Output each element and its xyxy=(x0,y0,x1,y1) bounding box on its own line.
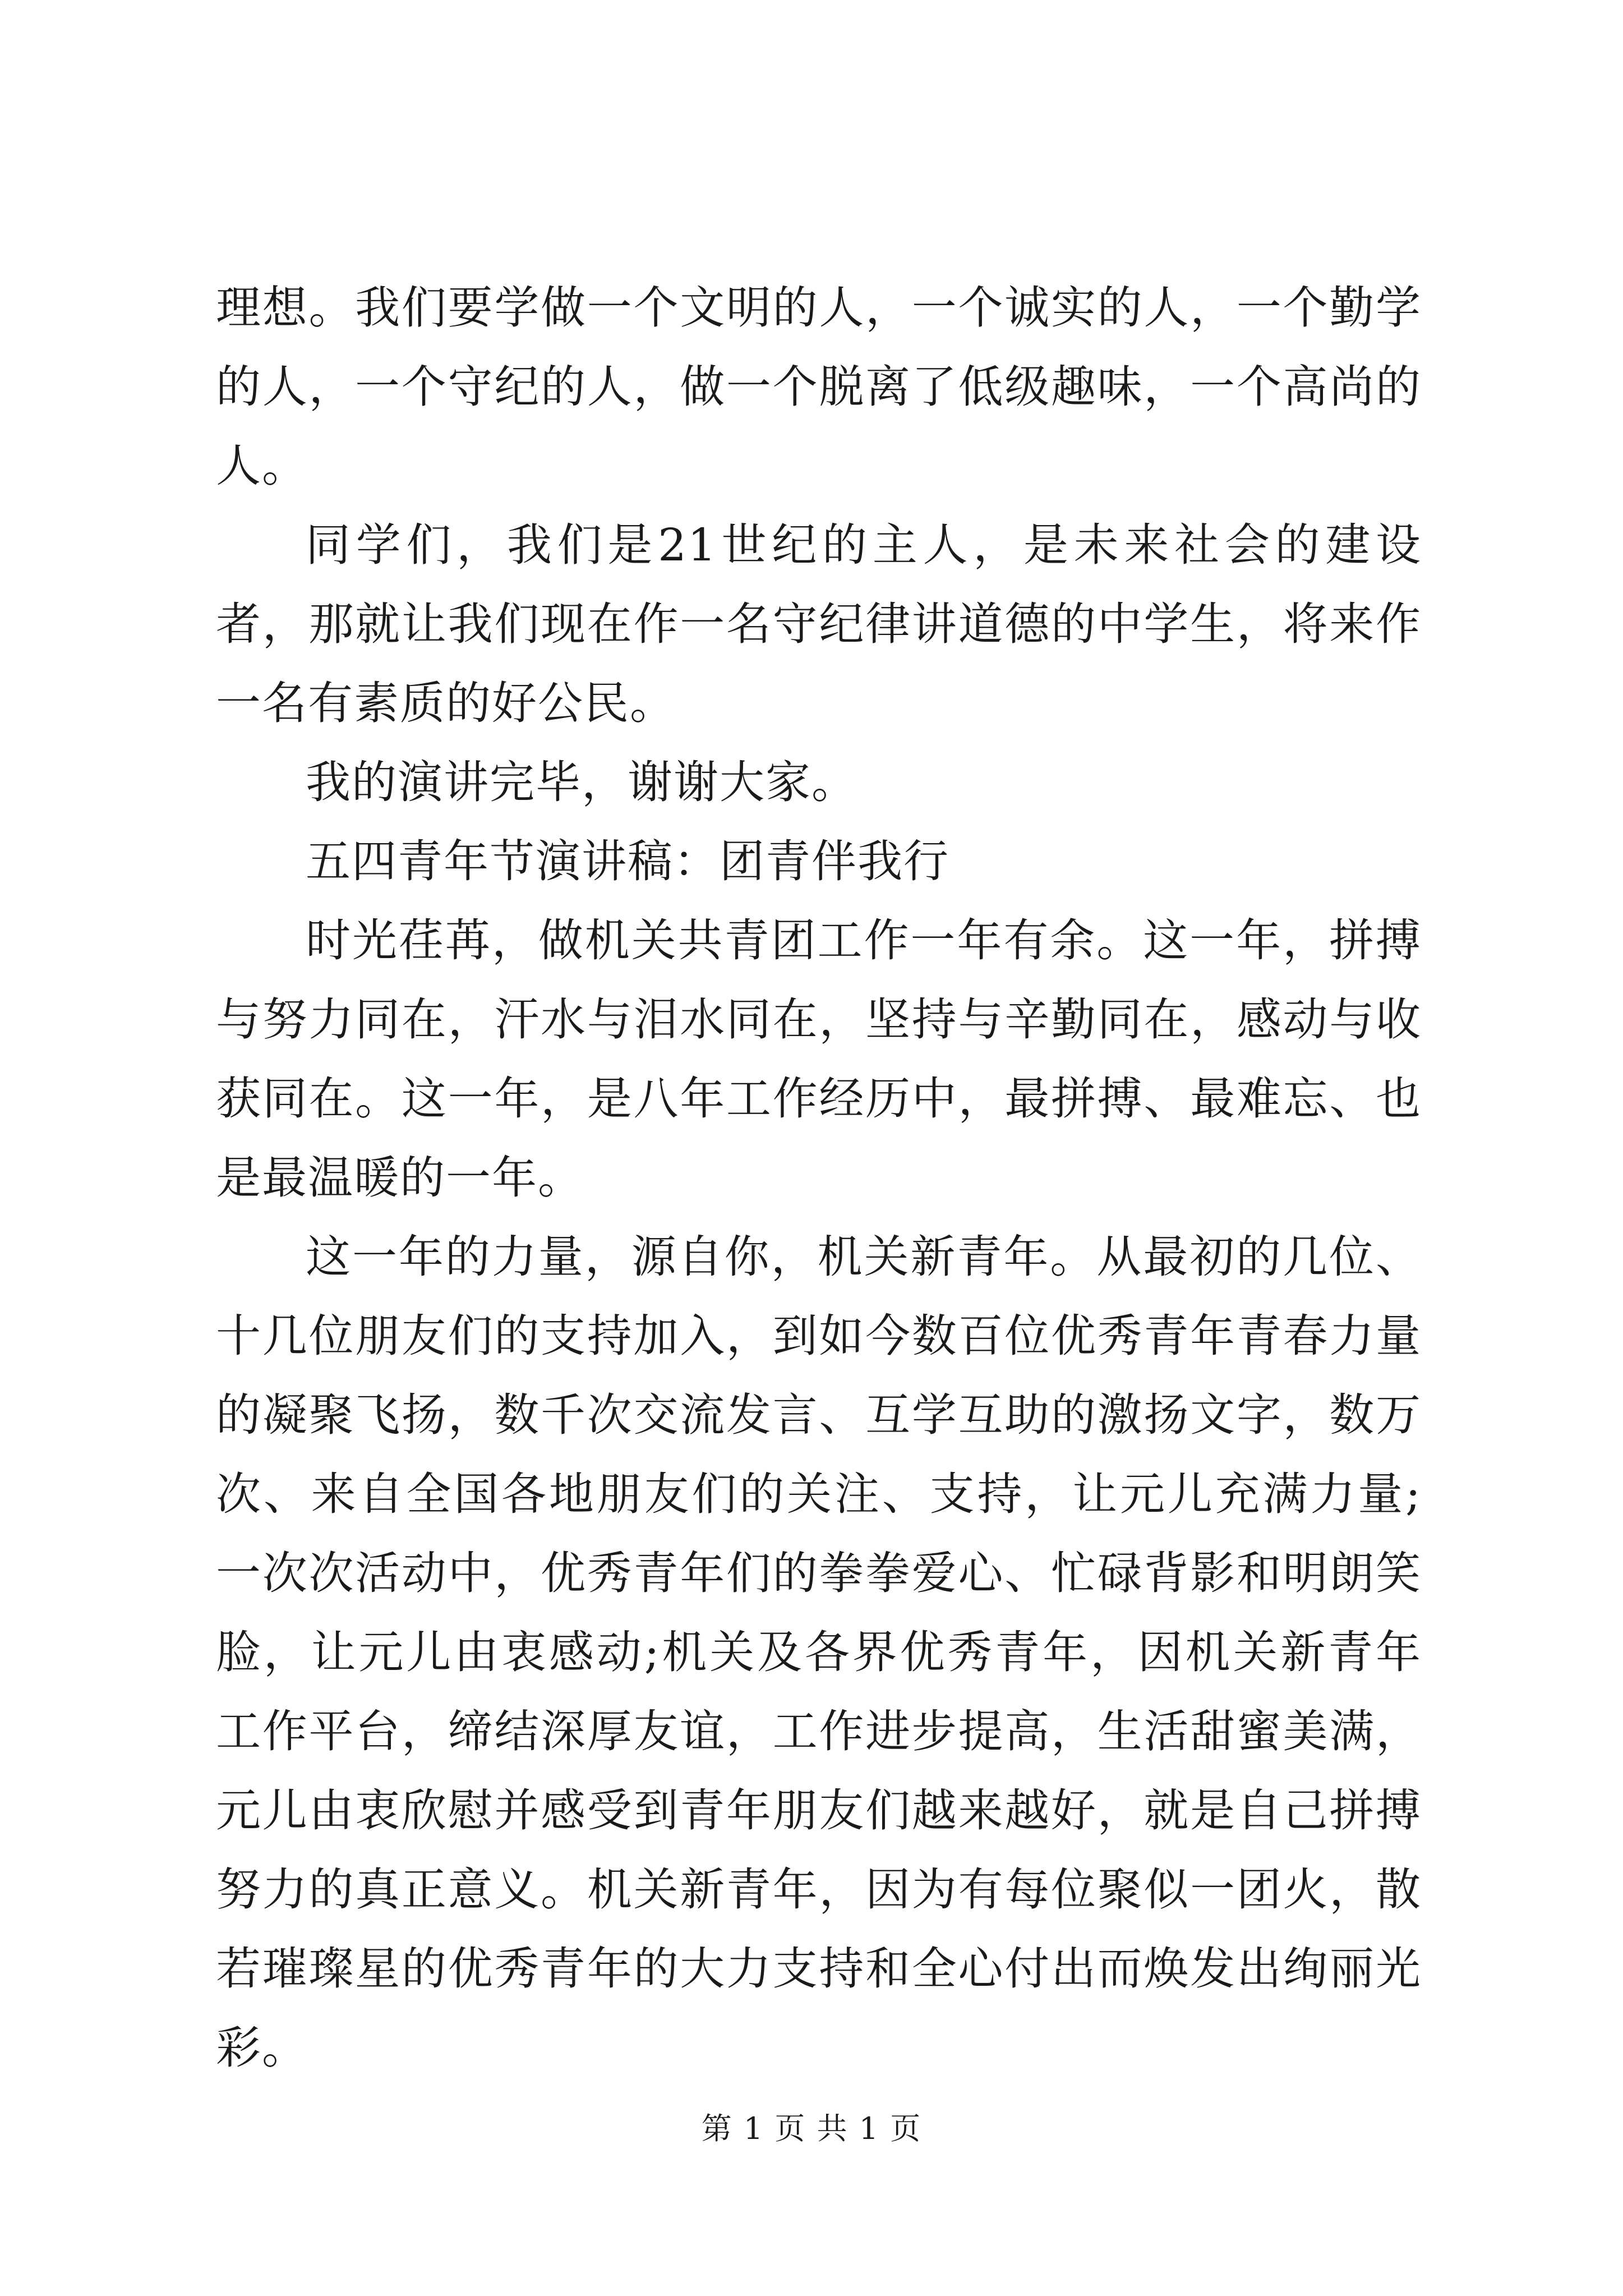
paragraph-3: 我的演讲完毕，谢谢大家。 xyxy=(306,756,857,808)
paragraph-2: 同学们，我们是21世纪的主人，是未来社会的建设者，那就让我们现在作一名守纪律讲道德的中学生，将来作一名有素质的好公民。 xyxy=(216,519,1422,729)
document-body xyxy=(216,268,1422,2087)
paragraph-5: 这一年的力量，源自你，机关新青年。从最初的几位、十几位朋友们的支持加入，到如今数百位优秀青年青春力量的凝聚飞扬，数千次交流发言、互学互助的激扬文字，数万次、来自全国各地朋友们的关注、支持，让元儿充满力量;一次次活动中，优秀青年们的拳拳爱心、忙碌背影和明朗笑脸，让元儿由衷感动;机关及各界优秀青年，因机关新青年工作平台，缔结深厚友谊，工作进步提高，生活甜蜜美满，元儿由衷欣慰并感受到青年朋友们越来越好，就是自己拼搏努力的真正意义。机关新青年，因为有每位聚似一团火，散若璀璨星的优秀青年的大力支持和全心付出而焕发出绚丽光彩。 xyxy=(216,1231,1422,2074)
paragraph-1: 理想。我们要学做一个文明的人，一个诚实的人，一个勤学的人，一个守纪的人，做一个脱离了低级趣味，一个高尚的人。 xyxy=(216,282,1422,492)
paragraph-4: 时光荏苒，做机关共青团工作一年有余。这一年，拼搏与努力同在，汗水与泪水同在，坚持与辛勤同在，感动与收获同在。这一年，是八年工作经历中，最拼搏、最难忘、也是最温暖的一年。 xyxy=(216,914,1422,1204)
section-heading: 五四青年节演讲稿：团青伴我行 xyxy=(306,835,949,887)
page-footer: 第 1 页 共 1 页 xyxy=(701,2111,922,2146)
